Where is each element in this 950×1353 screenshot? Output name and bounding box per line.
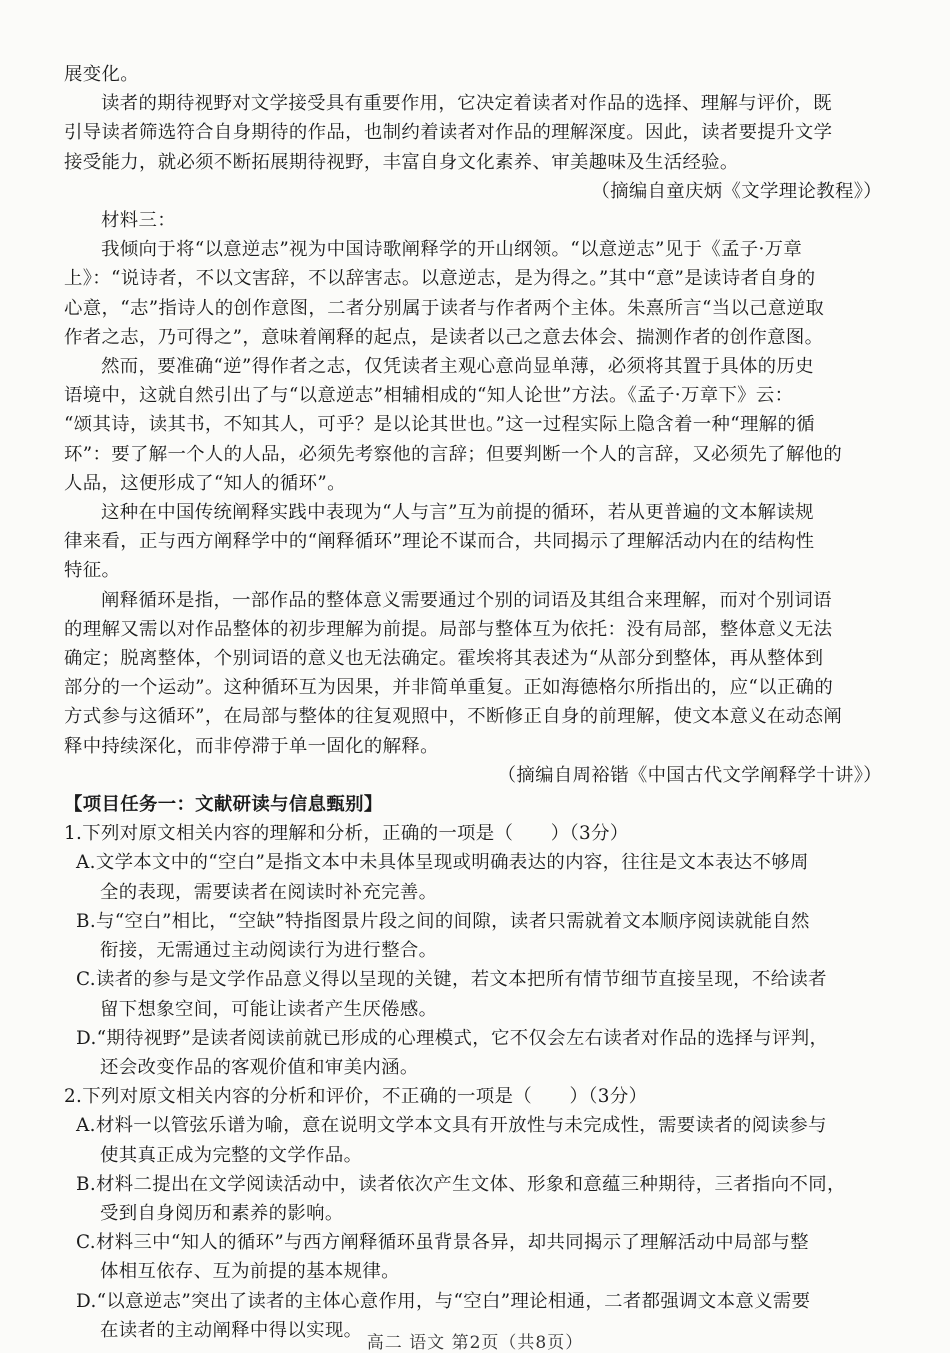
question-2-option-c[interactable]: C.材料三中“知人的循环”与西方阐释循环虽背景各异，却共同揭示了理解活动中局部与整 <box>76 1232 809 1254</box>
paragraph-line: 心意，“志”指诗人的创作意图，二者分别属于读者与作者两个主体。朱熹所言“当以己意逆取 <box>64 297 825 319</box>
question-2-option-c-cont: 体相互依存、互为前提的基本规律。 <box>100 1261 400 1283</box>
paragraph-line: “颂其诗，读其书，不知其人，可乎？是以论其世也。”这一过程实际上隐含着一种“理解的循 <box>64 414 815 436</box>
paragraph-line: 确定；脱离整体，个别词语的意义也无法确定。霍埃将其表述为“从部分到整体，再从整体到 <box>64 648 824 670</box>
source-citation-3: （摘编自周裕锴《中国古代文学阐释学十讲》） <box>497 764 882 786</box>
task-heading: 【项目任务一：文献研读与信息甄别】 <box>64 794 383 816</box>
paragraph-line: 释中持续深化，而非停滞于单一固化的解释。 <box>64 735 439 757</box>
paragraph-line: 部分的一个运动”。这种循环互为因果，并非简单重复。正如海德格尔所指出的，应“以正确的 <box>64 677 834 699</box>
question-2-stem: 2.下列对原文相关内容的分析和评价，不正确的一项是（ ）（3分） <box>64 1086 648 1108</box>
paragraph-line: 作者之志，乃可得之”，意味着阐释的起点，是读者以己之意去体会、揣测作者的创作意图。 <box>64 326 824 348</box>
question-2-option-a-cont: 使其真正成为完整的文学作品。 <box>100 1144 363 1166</box>
paragraph-line: 律来看，正与西方阐释学中的“阐释循环”理论不谋而合，共同揭示了理解活动内在的结构性 <box>64 531 815 553</box>
page-footer: 高二 语文 第2页（共8页） <box>366 1333 584 1353</box>
paragraph-line: 的理解又需以对作品整体的初步理解为前提。局部与整体互为依托：没有局部，整体意义无法 <box>64 618 833 640</box>
paragraph-line: 阐释循环是指，一部作品的整体意义需要通过个别的词语及其组合来理解，而对个别词语 <box>101 589 832 611</box>
question-1-option-a[interactable]: A.文学本文中的“空白”是指文本中未具体呈现或明确表达的内容，往往是文本表达不够周 <box>76 852 809 874</box>
question-2-option-d[interactable]: D.“以意逆志”突出了读者的主体心意作用，与“空白”理论相通，二者都强调文本意义需要 <box>76 1290 811 1312</box>
paragraph-line: 读者的期待视野对文学接受具有重要作用，它决定着读者对作品的选择、理解与评价，既 <box>101 93 832 115</box>
source-citation-2: （摘编自童庆炳《文学理论教程》） <box>591 180 882 202</box>
paragraph-line: 然而，要准确“逆”得作者之志，仅凭读者主观心意尚显单薄，必须将其置于具体的历史 <box>101 356 814 378</box>
question-2-option-d-cont: 在读者的主动阐释中得以实现。 <box>100 1319 363 1341</box>
question-1-option-d-cont: 还会改变作品的客观价值和审美内涵。 <box>100 1056 419 1078</box>
question-1-option-b[interactable]: B.与“空白”相比，“空缺”特指图景片段之间的间隙，读者只需就着文本顺序阅读就能自然 <box>76 910 810 932</box>
paragraph-line: 环”：要了解一个人的人品，必须先考察他的言辞；但要判断一个人的言辞，又必须先了解他的 <box>64 443 843 465</box>
paragraph-line: 我倾向于将“以意逆志”视为中国诗歌阐释学的开山纲领。“以意逆志”见于《孟子·万章 <box>101 239 803 261</box>
intro-tail: 展变化。 <box>64 64 139 85</box>
paragraph-line: 特征。 <box>64 560 121 582</box>
question-1-stem: 1.下列对原文相关内容的理解和分析，正确的一项是（ ）（3分） <box>64 823 629 845</box>
paragraph-line: 人品，这便形成了“知人的循环”。 <box>64 472 346 494</box>
question-2-option-b[interactable]: B.材料二提出在文学阅读活动中，读者依次产生文体、形象和意蕴三种期待，三者指向不同， <box>76 1173 846 1195</box>
paragraph-line: 接受能力，就必须不断拓展期待视野，丰富自身文化素养、审美趣味及生活经验。 <box>64 151 739 173</box>
paragraph-line: 这种在中国传统阐释实践中表现为“人与言”互为前提的循环，若从更普遍的文本解读规 <box>101 502 814 524</box>
question-2-option-a[interactable]: A.材料一以管弦乐谱为喻，意在说明文学本文具有开放性与未完成性，需要读者的阅读参与 <box>76 1115 827 1137</box>
paragraph-line: 上》：“说诗者，不以文害辞，不以辞害志。以意逆志，是为得之。”其中“意”是读诗者自身的 <box>64 268 816 290</box>
question-1-option-a-cont: 全的表现，需要读者在阅读时补充完善。 <box>100 881 438 903</box>
paragraph-line: 方式参与这循环”，在局部与整体的往复观照中，不断修正自身的前理解，使文本意义在动态阐 <box>64 706 843 728</box>
question-1-option-d[interactable]: D.“期待视野”是读者阅读前就已形成的心理模式，它不仅会左右读者对作品的选择与评判， <box>76 1027 829 1049</box>
question-2-option-b-cont: 受到自身阅历和素养的影响。 <box>100 1202 344 1224</box>
paragraph-line: 引导读者筛选符合自身期待的作品，也制约着读者对作品的理解深度。因此，读者要提升文学 <box>64 122 833 144</box>
material3-label: 材料三： <box>101 210 176 232</box>
question-1-option-c[interactable]: C.读者的参与是文学作品意义得以呈现的关键，若文本把所有情节细节直接呈现，不给读者 <box>76 969 827 991</box>
question-1-option-c-cont: 留下想象空间，可能让读者产生厌倦感。 <box>100 998 438 1020</box>
question-1-option-b-cont: 衔接，无需通过主动阅读行为进行整合。 <box>100 940 438 962</box>
paragraph-line: 语境中，这就自然引出了与“以意逆志”相辅相成的“知人论世”方法。《孟子·万章下》云： <box>64 385 794 407</box>
